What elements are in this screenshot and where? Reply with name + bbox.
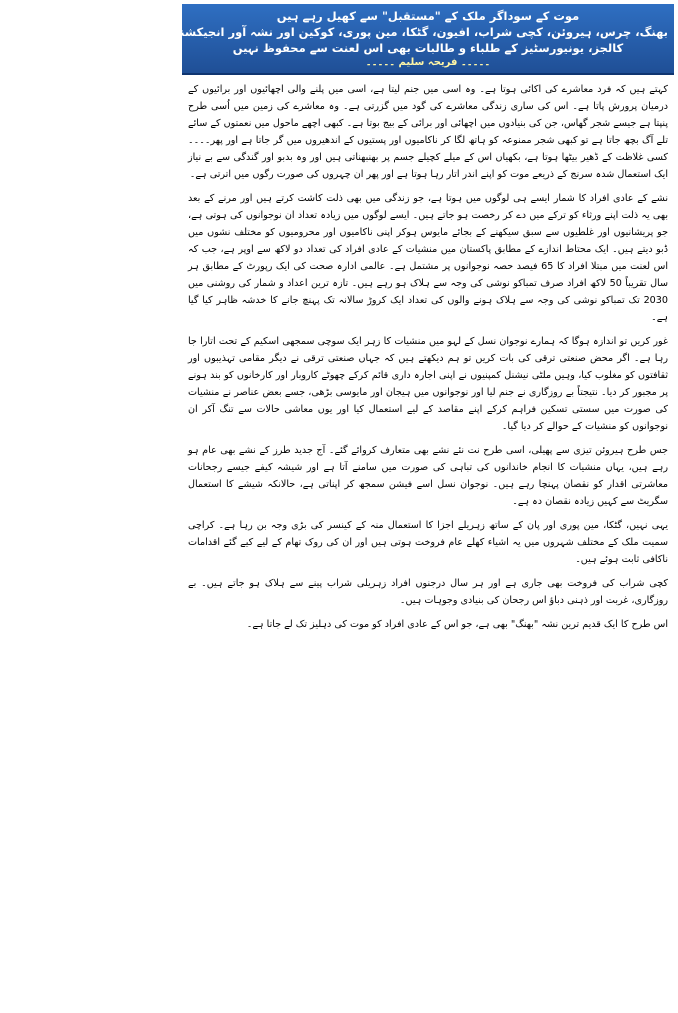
author-byline: ۔۔۔۔۔ فریحہ سلیم ۔۔۔۔۔ (365, 57, 491, 68)
article-paragraph: نشے کے عادی افراد کا شمار ایسے ہی لوگوں میں ہوتا ہے، جو زندگی میں بھی ذلت کاشت کرتے ہیں اور مرنے کے بعد بھی یہ ذلت اپنے ورثاء کو ترکے میں دے کر رخصت ہو جاتے ہیں۔ ایسے لوگوں میں زیادہ تعداد ان نوجوانوں کی ہوتی ہے، جو پریشانیوں اور غلطیوں سے سبق سیکھنے کے بجائے مایوس ہوکر اپنی ناکامیوں اور محرومیوں کو مختلف نشوں میں ڈبو دیتے ہیں۔ ایک محتاط اندازے کے مطابق پاکستان میں منشیات کے عادی افراد کی تعداد دو لاکھ سے اوپر ہے، جب کہ اس لعنت میں مبتلا افراد کا 65 فیصد حصہ نوجوانوں پر مشتمل ہے۔ عالمی ادارہ صحت کی ایک رپورٹ کے مطابق ہر سال تقریباً 50 لاکھ افراد صرف تمباکو نوشی کی وجہ سے ہلاک ہو رہے ہیں۔ تازہ ترین اعداد و شمار کی روشنی میں 2030 تک تمباکو نوشی کی وجہ سے ہلاک ہونے والوں کی تعداد ایک کروڑ سالانہ تک پہنچ جانے کا خدشہ ظاہر کیا گیا ہے۔ (188, 193, 668, 323)
subheadline-drugs: بھنگ، چرس، ہیروئن، کچی شراب، افیون، گٹکا، مین پوری، کوکین اور نشہ آور انجیکشنز کا استعمال کھلے عام جاری ہے (0, 25, 668, 39)
article-paragraph: اس طرح کا ایک قدیم ترین نشہ "بھنگ" بھی ہے، جو اس کے عادی افراد کو موت کی دہلیز تک لے جاتا ہے۔ (246, 619, 668, 630)
article-paragraph: غور کریں تو اندازہ ہوگا کہ ہمارے نوجوان نسل کے لہو میں منشیات کا زہر ایک سوچی سمجھی اسکیم کے تحت اتارا جا رہا ہے۔ اگر محض صنعتی ترقی کی بات کریں تو ہم دیکھتے ہیں کہ جہاں صنعتی ترقی نے دیگر مقامی تہذیبوں اور ثقافتوں کو مغلوب کیا، وہیں ملٹی نیشنل کمپنیوں نے اپنی اجارہ داری قائم کرکے چھوٹے کاروبار اور کارخانوں کو بند ہونے پر مجبور کر دیا۔ نتیجتاً بے روزگاری نے جنم لیا اور نوجوانوں میں ہیجان اور مایوسی بڑھی، جسے بعض عناصر نے منشیات کی صورت میں سستی تسکین فراہم کرکے اپنے مقاصد کے لیے استعمال کیا اور یوں معاشی حالات سے تنگ آکر ان نوجوانوں کو منشیات کے حوالے کر دیا گیا۔ (188, 336, 668, 432)
headline: موت کے سوداگر ملک کے "مستقبل" سے کھیل رہے ہیں (276, 9, 580, 23)
article-paragraph: یہی نہیں، گٹکا، مین پوری اور پان کے ساتھ زہریلے اجزا کا استعمال منہ کے کینسر کی بڑی وجہ بن رہا ہے۔ کراچی سمیت ملک کے مختلف شہروں میں یہ اشیاء کھلے عام فروخت ہوتی ہیں اور ان کی روک تھام کے لیے کیے گئے اقدامات ناکافی ثابت ہوئے ہیں۔ (188, 520, 668, 565)
subheadline-students: کالجز، یونیورسٹیز کے طلباء و طالبات بھی اس لعنت سے محفوظ نہیں (232, 41, 624, 55)
article-body (182, 75, 674, 633)
article-paragraph: جس طرح ہیروئن تیزی سے پھیلی، اسی طرح نت نئے نشے بھی متعارف کروائے گئے۔ آج جدید طرز کے نشے بھی عام ہو رہے ہیں، یہاں منشیات کا انجام خاندانوں کی تباہی کی صورت میں سامنے آتا ہے اور شیشہ کیفے جیسے رجحانات معاشرتی اقدار کو نقصان پہنچا رہے ہیں۔ نوجوان نسل اسے فیشن سمجھ کر اپناتی ہے، حالانکہ شیشے کا استعمال سگریٹ سے کہیں زیادہ نقصان دہ ہے۔ (188, 445, 668, 507)
article-paragraph: کچی شراب کی فروخت بھی جاری ہے اور ہر سال درجنوں افراد زہریلی شراب پینے سے ہلاک ہو جاتے ہیں۔ بے روزگاری، غربت اور ذہنی دباؤ اس رجحان کی بنیادی وجوہات ہیں۔ (188, 578, 668, 606)
headline-banner (0, 4, 674, 75)
article-paragraph: کہتے ہیں کہ فرد معاشرے کی اکائی ہوتا ہے۔ وہ اسی میں جنم لیتا ہے، اسی میں پلنے والی اچھائیوں اور برائیوں کے درمیان پرورش پاتا ہے۔ اس کی ساری زندگی معاشرے کی گود میں گزرتی ہے۔ وہ معاشرے کی زمین میں اُسی طرح پنپتا ہے جیسے شجر گھاس، جن کی بنیادوں میں اچھائی اور برائی کے بیج بوتا ہے۔ کبھی اچھے ماحول میں نعمتوں کے سائے تلے آگ بچھ جاتا ہے تو کبھی شجر ممنوعہ کو ہاتھ لگا کر ناکامیوں اور پستیوں کے اندھیروں میں گر جاتا ہے اور پھر۔۔۔۔ کسی غلاظت کے ڈھیر بیٹھا ہوتا ہے، بکھیاں اس کے میلے کچیلے جسم پر بھنبھناتی ہیں اور وہ بدبو اور گندگی سے بے نیاز ایک استعمال شدہ سرنج کے ذریعے موت کو اپنے اندر اتار رہا ہوتا ہے اور پھر ان چہروں کی صورت رگوں میں اترتی ہے۔ (188, 84, 668, 180)
